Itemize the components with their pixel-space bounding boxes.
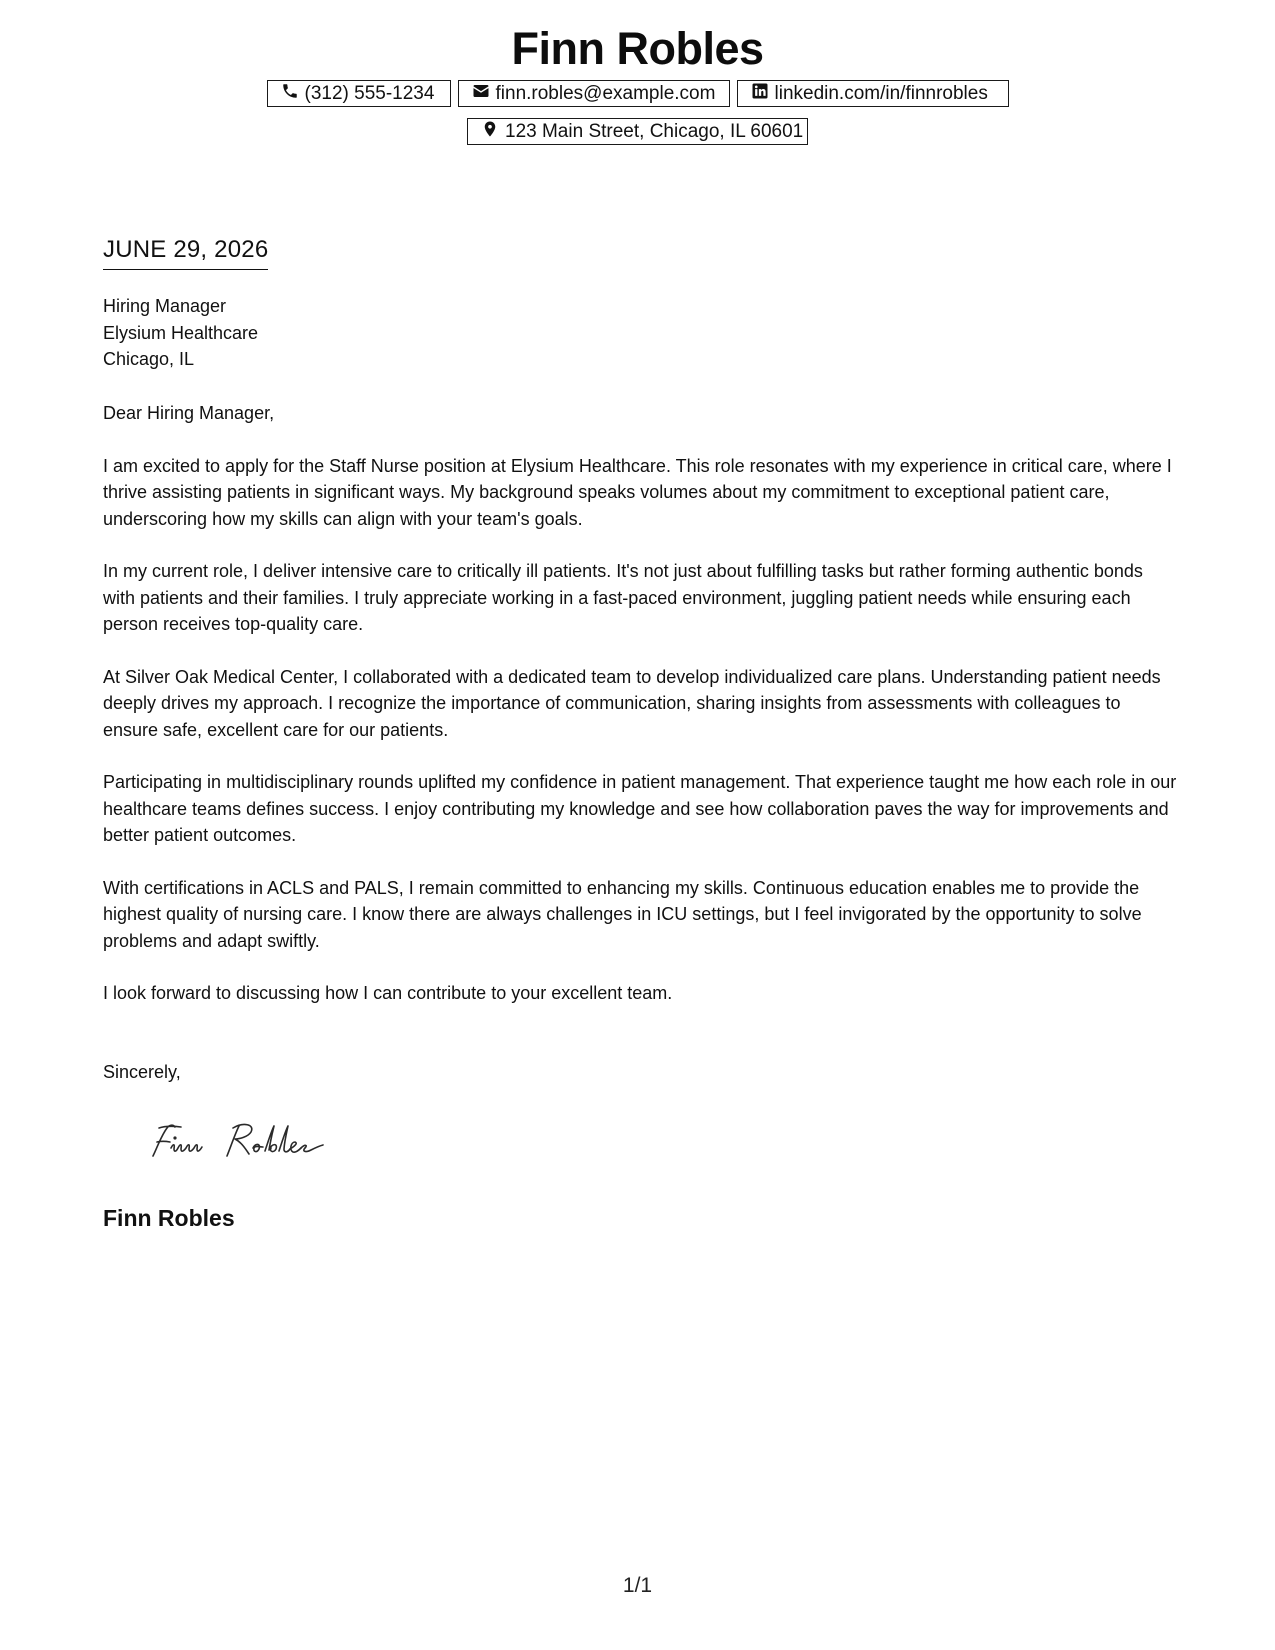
body-paragraph: With certifications in ACLS and PALS, I remain committed to enhancing my skills. Continuous education enables me to provide the highest quality of nursing care. I know there are always challenges in ICU settings, but I feel invigorated by the opportunity to solve problems and adapt swiftly. (103, 877, 1142, 951)
salutation: Dear Hiring Manager, (103, 403, 275, 423)
linkedin-text: linkedin.com/in/finnrobles (774, 82, 988, 104)
recipient-block (103, 293, 258, 373)
letter-date: JUNE 29, 2026 (103, 233, 268, 270)
body-paragraph: I am excited to apply for the Staff Nurse position at Elysium Healthcare. This role resonates with my experience in critical care, where I thrive assisting patients in significant ways. My background speaks volumes about my commitment to exceptional patient care, underscoring how my skills can align with your team's goals. (103, 455, 1172, 529)
envelope-icon (472, 82, 490, 106)
handwritten-signature (145, 1118, 335, 1166)
contact-row-secondary (0, 118, 1275, 145)
body-paragraph: I look forward to discussing how I can contribute to your excellent team. (103, 983, 673, 1003)
body-paragraph: In my current role, I deliver intensive care to critically ill patients. It's not just about fulfilling tasks but rather forming authentic bonds with patients and their families. I truly appreciate working in a fast-paced environment, juggling patient needs while ensuring each person receives top-quality care. (103, 561, 1143, 634)
contact-row-primary (0, 80, 1275, 107)
linkedin-icon (751, 82, 769, 106)
body-paragraph: At Silver Oak Medical Center, I collaborated with a dedicated team to develop individualized care plans. Understanding patient needs deeply drives my approach. I recognize the importance of communication, sharing insights from assessments with colleagues to ensure safe, excellent care for our patients. (103, 666, 1161, 740)
phone-text: (312) 555-1234 (304, 82, 435, 104)
contact-address (467, 118, 808, 145)
recipient-company: Elysium Healthcare (103, 322, 259, 343)
address-text: 123 Main Street, Chicago, IL 60601 (505, 120, 804, 142)
applicant-name-heading: Finn Robles (511, 23, 764, 74)
contact-linkedin[interactable] (737, 80, 1009, 107)
email-text: finn.robles@example.com (495, 82, 716, 104)
contact-email[interactable] (458, 80, 730, 107)
map-pin-icon (481, 120, 499, 144)
letter-body (103, 400, 1178, 1033)
recipient-title: Hiring Manager (103, 296, 227, 316)
phone-icon (281, 82, 299, 106)
page-number: 1/1 (622, 1574, 653, 1597)
contact-phone (267, 80, 451, 107)
closing: Sincerely, (103, 1062, 181, 1082)
signer-name: Finn Robles (103, 1205, 235, 1231)
body-paragraph: Participating in multidisciplinary rounds uplifted my confidence in patient management. That experience taught me how each role in our healthcare teams defines success. I enjoy contributing my knowledge and see how collaboration paves the way for improvements and better patient outcomes. (103, 772, 1177, 845)
recipient-location: Chicago, IL (103, 349, 195, 369)
